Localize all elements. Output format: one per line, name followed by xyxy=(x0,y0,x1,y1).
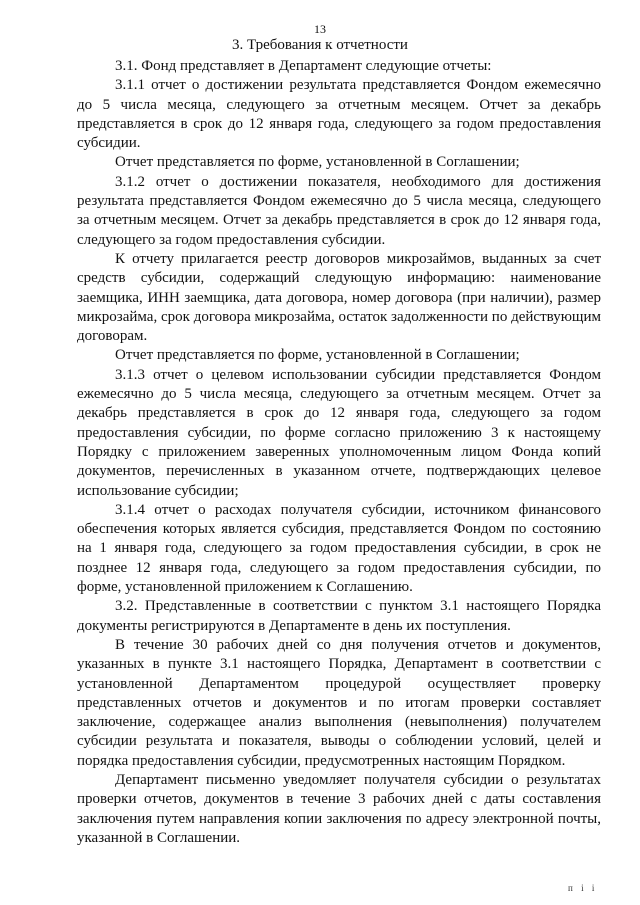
paragraph-form-note-1: Отчет представляется по форме, установленной в Соглашении; xyxy=(115,154,520,171)
paragraph-3-1-1: 3.1.1 отчет о достижении результата представляется Фондом ежемесячно до 5 числа месяца, следующего за отчетным месяцем. Отчет за декабрь представляется в срок до 12 января года, следующего за годом предоставления субсидии. xyxy=(77,77,601,152)
footer-mark: п і і xyxy=(568,883,598,893)
paragraph-3-1-2: 3.1.2 отчет о достижении показателя, необходимого для достижения результата представляется Фондом ежемесячно до 5 числа месяца, следующего за отчетным месяцем. Отчет за декабрь представляется в срок до 12 января года, следующего за годом предоставления субсидии. xyxy=(77,173,601,248)
paragraph-review-30-days: В течение 30 рабочих дней со дня получения отчетов и документов, указанных в пункте 3.1 настоящего Порядка, Департамент в соответствии с установленной Департаментом процедурой осуществляет проверку представленных отчетов и документов и по итогам проверки составляет заключение, содержащее анализ выполнения (невыполнения) получателем субсидии результата и показателя, выводы о соблюдении условий, целей и порядка предоставления субсидии, предусмотренных настоящим Порядком. xyxy=(77,636,601,769)
paragraph-3-1: 3.1. Фонд представляет в Департамент следующие отчеты: xyxy=(115,58,492,74)
section-heading: 3. Требования к отчетности xyxy=(232,37,408,53)
paragraph-form-note-2: Отчет представляется по форме, установленной в Соглашении; xyxy=(115,347,520,364)
document-body xyxy=(77,57,601,848)
paragraph-3-1-3: 3.1.3 отчет о целевом использовании субсидии представляется Фондом ежемесячно до 5 числа месяца, следующего за отчетным месяцем. Отчет за декабрь представляется в срок до 12 января года, следующего за годом предоставления субсидии, по форме согласно приложению 3 к настоящему Порядку с приложением заверенных уполномоченным лицом Фонда копий документов, перечисленных в указанном отчете, подтверждающих целевое использование субсидии; xyxy=(77,366,601,499)
page-number: 13 xyxy=(314,22,326,36)
paragraph-3-1-4: 3.1.4 отчет о расходах получателя субсидии, источником финансового обеспечения которых является субсидия, представляется Фондом по состоянию на 1 января года, следующего за годом предоставления субсидии, в срок не позднее 12 января года, следующего за годом предоставления субсидии, по форме, установленной приложением к Соглашению. xyxy=(77,501,601,596)
paragraph-notification: Департамент письменно уведомляет получателя субсидии о результатах проверки отчетов, документов в течение 3 рабочих дней с даты составления заключения путем направления копии заключения по адресу электронной почты, указанной в Соглашении. xyxy=(77,771,601,846)
paragraph-3-2: 3.2. Представленные в соответствии с пунктом 3.1 настоящего Порядка документы регистрируются в Департаменте в день их поступления. xyxy=(77,598,601,634)
paragraph-loan-registry: К отчету прилагается реестр договоров микрозаймов, выданных за счет средств субсидии, содержащий следующую информацию: наименование заемщика, ИНН заемщика, дата договора, номер договора (при наличии), размер микрозайма, срок договора микрозайма, остаток задолженности по действующим договорам. xyxy=(77,250,601,345)
